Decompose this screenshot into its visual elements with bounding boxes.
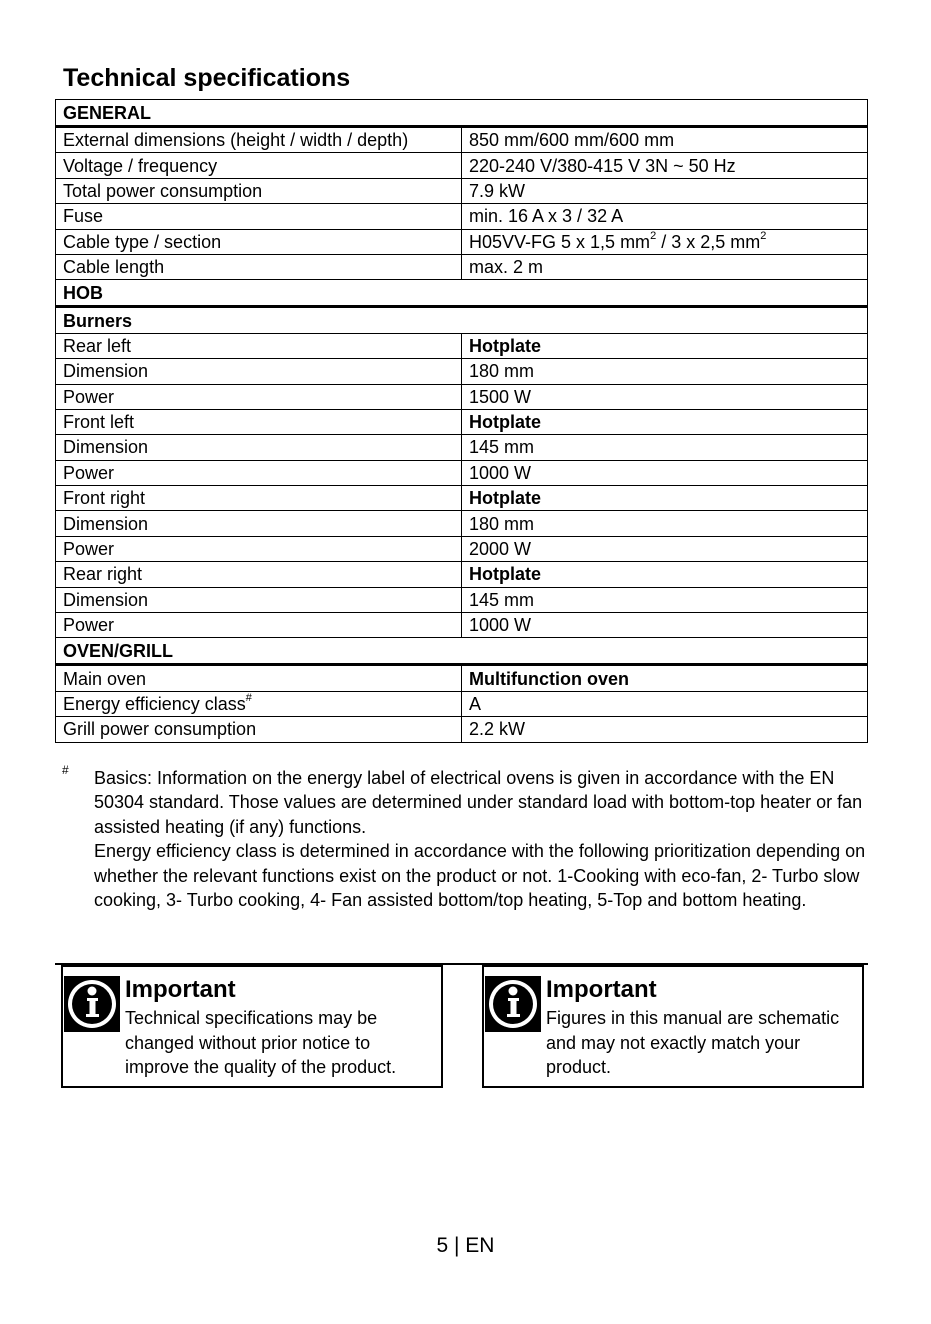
burner-type: Hotplate (462, 486, 868, 511)
section-row-oven-grill (56, 638, 868, 665)
subsection-row-burners (56, 307, 868, 333)
table-row (56, 665, 868, 691)
table-row (56, 178, 868, 203)
spec-value: 180 mm (462, 511, 868, 536)
table-row (56, 384, 868, 409)
notice-heading: Important (125, 976, 236, 1003)
spec-label: Main oven (56, 665, 462, 691)
spec-label: Cable type / section (56, 229, 462, 254)
table-row (56, 204, 868, 229)
footnote-paragraph: Basics: Information on the energy label of electrical ovens is given in accordance with the EN 50304 standard. Those values are determined under standard load with bottom-top heater or fan assisted heating (if any) functions. (94, 768, 863, 837)
footnote-paragraph: Energy efficiency class is determined in accordance with the following prioritization depending on whether the relevant functions exist on the product or not. 1-Cooking with eco-fan, 2- Turbo slow cooking, 3- Turbo cooking, 4- Fan assisted bottom/top heating, 5-Top and bottom heating. (94, 841, 866, 911)
table-row (56, 435, 868, 460)
footnote-mark: # (245, 692, 252, 704)
spec-value: 1500 W (462, 384, 868, 409)
burner-position: Front right (56, 486, 462, 511)
spec-value: Multifunction oven (462, 665, 868, 691)
important-notice (61, 964, 443, 1088)
spec-label: Dimension (56, 587, 462, 612)
spec-value: 145 mm (462, 587, 868, 612)
burner-position: Front left (56, 409, 462, 434)
burner-position: Rear left (56, 333, 462, 358)
notice-heading: Important (546, 976, 657, 1003)
table-row (56, 511, 868, 536)
spec-value: min. 16 A x 3 / 32 A (462, 204, 868, 229)
table-row (56, 717, 868, 742)
spec-value (462, 229, 868, 254)
spec-value: 180 mm (462, 359, 868, 384)
burner-type: Hotplate (462, 562, 868, 587)
burner-type: Hotplate (462, 409, 868, 434)
info-icon (64, 976, 120, 1032)
spec-label: Voltage / frequency (56, 153, 462, 178)
spec-value: 2000 W (462, 536, 868, 561)
spec-value: 850 mm/600 mm/600 mm (462, 127, 868, 153)
cable-section-b: / 3 x 2,5 mm (656, 231, 761, 252)
footnote-mark: # (62, 763, 69, 777)
spec-value: 2.2 kW (462, 717, 868, 742)
spec-label: Cable length (56, 254, 462, 279)
cable-section-a: H05VV-FG 5 x 1,5 mm (469, 231, 651, 252)
subsection-header-burners: Burners (56, 307, 868, 333)
spec-value: max. 2 m (462, 254, 868, 279)
table-row (56, 613, 868, 638)
table-row (56, 562, 868, 587)
table-row (56, 691, 868, 716)
spec-label: Dimension (56, 435, 462, 460)
spec-label: Power (56, 460, 462, 485)
spec-label (56, 691, 462, 716)
table-row (56, 333, 868, 358)
table-row (56, 127, 868, 153)
table-row (56, 587, 868, 612)
notice-text: Technical specifications may be changed without prior notice to improve the quality of the product. (125, 1008, 397, 1077)
section-row-general (56, 100, 868, 127)
spec-value: 1000 W (462, 460, 868, 485)
spec-label: Dimension (56, 511, 462, 536)
superscript: 2 (760, 229, 767, 242)
page-number: 5 | EN (436, 1234, 495, 1257)
spec-label: Dimension (56, 359, 462, 384)
section-header-general: GENERAL (56, 100, 868, 127)
spec-label: External dimensions (height / width / depth) (56, 127, 462, 153)
section-header-oven-grill: OVEN/GRILL (56, 638, 868, 665)
spec-value: A (462, 691, 868, 716)
section-row-hob (56, 280, 868, 307)
burner-position: Rear right (56, 562, 462, 587)
table-row (56, 460, 868, 485)
spec-label: Grill power consumption (56, 717, 462, 742)
spec-label: Power (56, 384, 462, 409)
page-title: Technical specifications (63, 64, 351, 92)
footnote (94, 766, 884, 912)
section-header-hob: HOB (56, 280, 868, 307)
spec-value: 7.9 kW (462, 178, 868, 203)
spec-table (55, 99, 868, 743)
important-notice (482, 964, 864, 1088)
spec-value: 1000 W (462, 613, 868, 638)
spec-label: Fuse (56, 204, 462, 229)
spec-label: Power (56, 613, 462, 638)
table-row (56, 486, 868, 511)
superscript: 2 (650, 229, 657, 242)
table-row (56, 229, 868, 254)
info-icon (485, 976, 541, 1032)
table-row (56, 359, 868, 384)
notice-text: Figures in this manual are schematic and may not exactly match your product. (546, 1008, 840, 1077)
spec-value: 220-240 V/380-415 V 3N ~ 50 Hz (462, 153, 868, 178)
table-row (56, 254, 868, 279)
table-row (56, 409, 868, 434)
spec-label: Total power consumption (56, 178, 462, 203)
spec-label: Power (56, 536, 462, 561)
energy-class-label: Energy efficiency class (63, 694, 246, 714)
burner-type: Hotplate (462, 333, 868, 358)
table-row (56, 536, 868, 561)
spec-value: 145 mm (462, 435, 868, 460)
table-row (56, 153, 868, 178)
